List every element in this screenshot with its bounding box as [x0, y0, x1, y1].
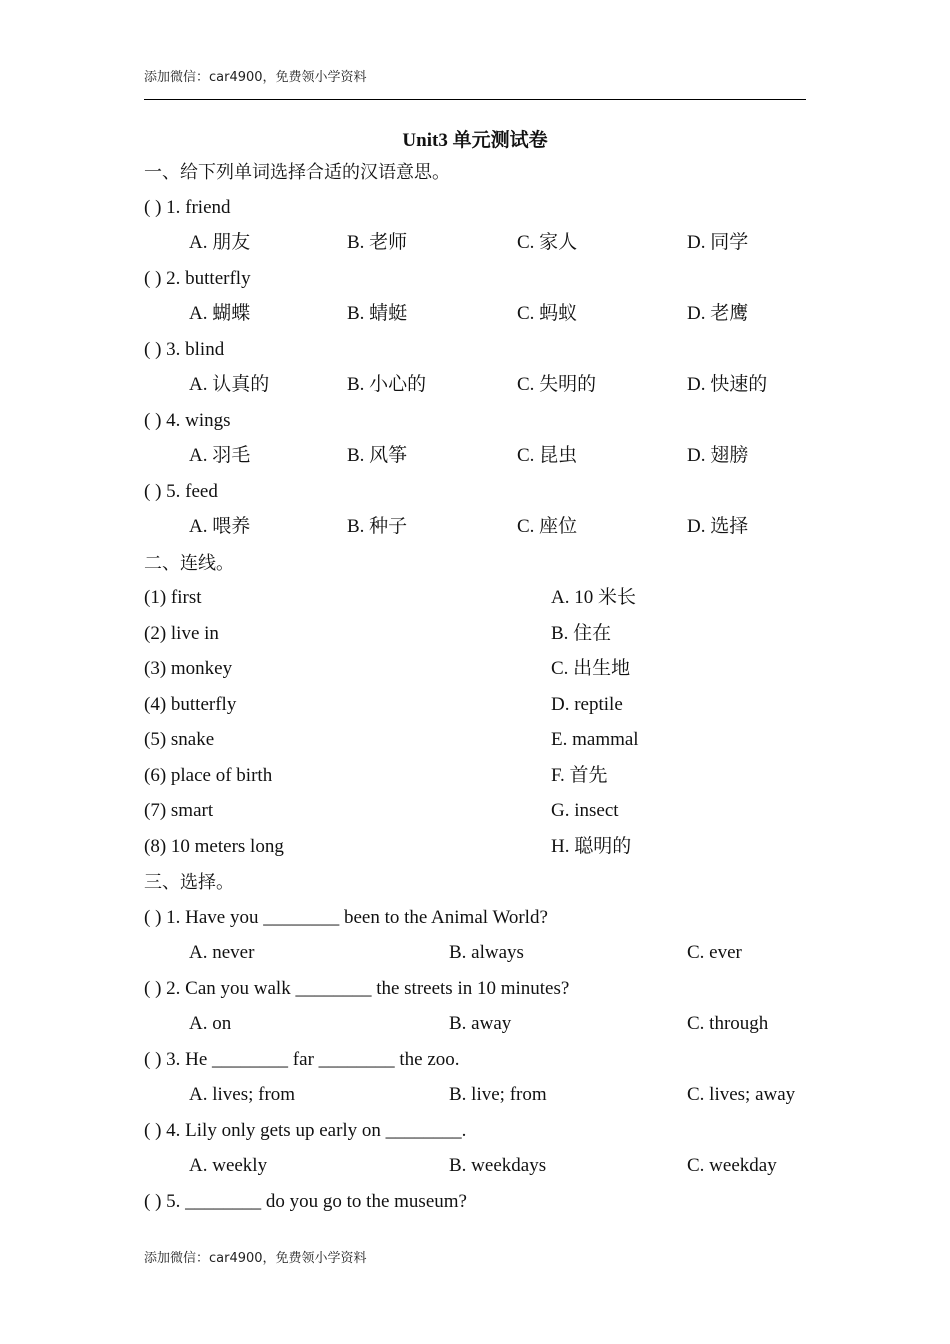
answer-option: A. lives; from [189, 1084, 296, 1105]
answer-option: D. 选择 [687, 516, 749, 537]
question-stem: ( ) 1. friend [144, 196, 231, 218]
match-right-item: H. 聪明的 [551, 835, 632, 857]
answer-option: A. weekly [189, 1155, 268, 1176]
footer-note: 添加微信：car4900，免费领小学资料 [144, 1251, 367, 1266]
question-stem: ( ) 2. Can you walk ________ the streets in 10 minutes? [144, 977, 570, 999]
header-note: 添加微信：car4900，免费领小学资料 [144, 70, 367, 85]
question-stem: ( ) 5. ________ do you go to the museum? [144, 1190, 467, 1212]
question-stem: ( ) 1. Have you ________ been to the Animal World? [144, 906, 548, 928]
match-right-item: C. 出生地 [551, 658, 631, 679]
match-left-item: (6) place of birth [144, 764, 273, 786]
answer-option: B. away [449, 1013, 512, 1034]
answer-option: D. 同学 [687, 232, 749, 253]
match-left-item: (7) smart [144, 800, 214, 821]
question-stem: ( ) 4. wings [144, 409, 231, 431]
match-right-item: B. 住在 [551, 622, 612, 644]
match-right-item: E. mammal [551, 729, 639, 750]
answer-option: C. 座位 [517, 516, 578, 537]
question-stem: ( ) 3. blind [144, 338, 225, 360]
match-left-item: (2) live in [144, 622, 219, 644]
answer-option: C. ever [687, 942, 742, 963]
match-left-item: (3) monkey [144, 658, 233, 679]
answer-option: B. 小心的 [347, 374, 427, 395]
question-stem: ( ) 2. butterfly [144, 267, 251, 289]
answer-option: B. always [449, 942, 524, 963]
match-left-item: (4) butterfly [144, 693, 237, 715]
match-left-item: (5) snake [144, 729, 215, 750]
section-2-heading: 二、连线。 [144, 552, 234, 573]
answer-option: D. 快速的 [687, 374, 768, 395]
answer-option: A. 认真的 [189, 374, 270, 395]
answer-option: A. 蝴蝶 [189, 303, 251, 324]
answer-option: C. 昆虫 [517, 445, 578, 466]
answer-option: A. on [189, 1013, 232, 1034]
answer-option: C. weekday [687, 1155, 777, 1176]
answer-option: C. 家人 [517, 232, 578, 253]
header-rule [144, 99, 806, 100]
page-title: Unit3 单元测试卷 [402, 130, 548, 151]
answer-option: B. 蜻蜓 [347, 303, 408, 324]
answer-option: B. 老师 [347, 232, 408, 253]
match-left-item: (8) 10 meters long [144, 835, 284, 857]
answer-option: C. 蚂蚁 [517, 303, 578, 324]
answer-option: C. through [687, 1013, 769, 1034]
match-left-item: (1) first [144, 587, 202, 608]
answer-option: C. lives; away [687, 1084, 796, 1105]
section-1-heading: 一、给下列单词选择合适的汉语意思。 [144, 162, 450, 182]
match-right-item: D. reptile [551, 693, 623, 715]
answer-option: B. 风筝 [347, 445, 408, 466]
answer-option: D. 老鹰 [687, 303, 749, 324]
answer-option: A. 朋友 [189, 232, 251, 253]
question-stem: ( ) 4. Lily only gets up early on ________. [144, 1119, 467, 1141]
answer-option: B. live; from [449, 1084, 547, 1105]
answer-option: C. 失明的 [517, 374, 597, 395]
answer-option: A. 羽毛 [189, 445, 251, 466]
match-right-item: A. 10 米长 [551, 587, 636, 608]
answer-option: A. 喂养 [189, 516, 251, 537]
match-right-item: G. insect [551, 800, 619, 821]
answer-option: B. weekdays [449, 1155, 547, 1176]
answer-option: B. 种子 [347, 516, 408, 537]
section-3-heading: 三、选择。 [144, 872, 234, 892]
answer-option: D. 翅膀 [687, 445, 749, 466]
question-stem: ( ) 5. feed [144, 480, 218, 502]
answer-option: A. never [189, 942, 255, 963]
match-right-item: F. 首先 [551, 764, 608, 786]
question-stem: ( ) 3. He ________ far ________ the zoo. [144, 1048, 460, 1070]
